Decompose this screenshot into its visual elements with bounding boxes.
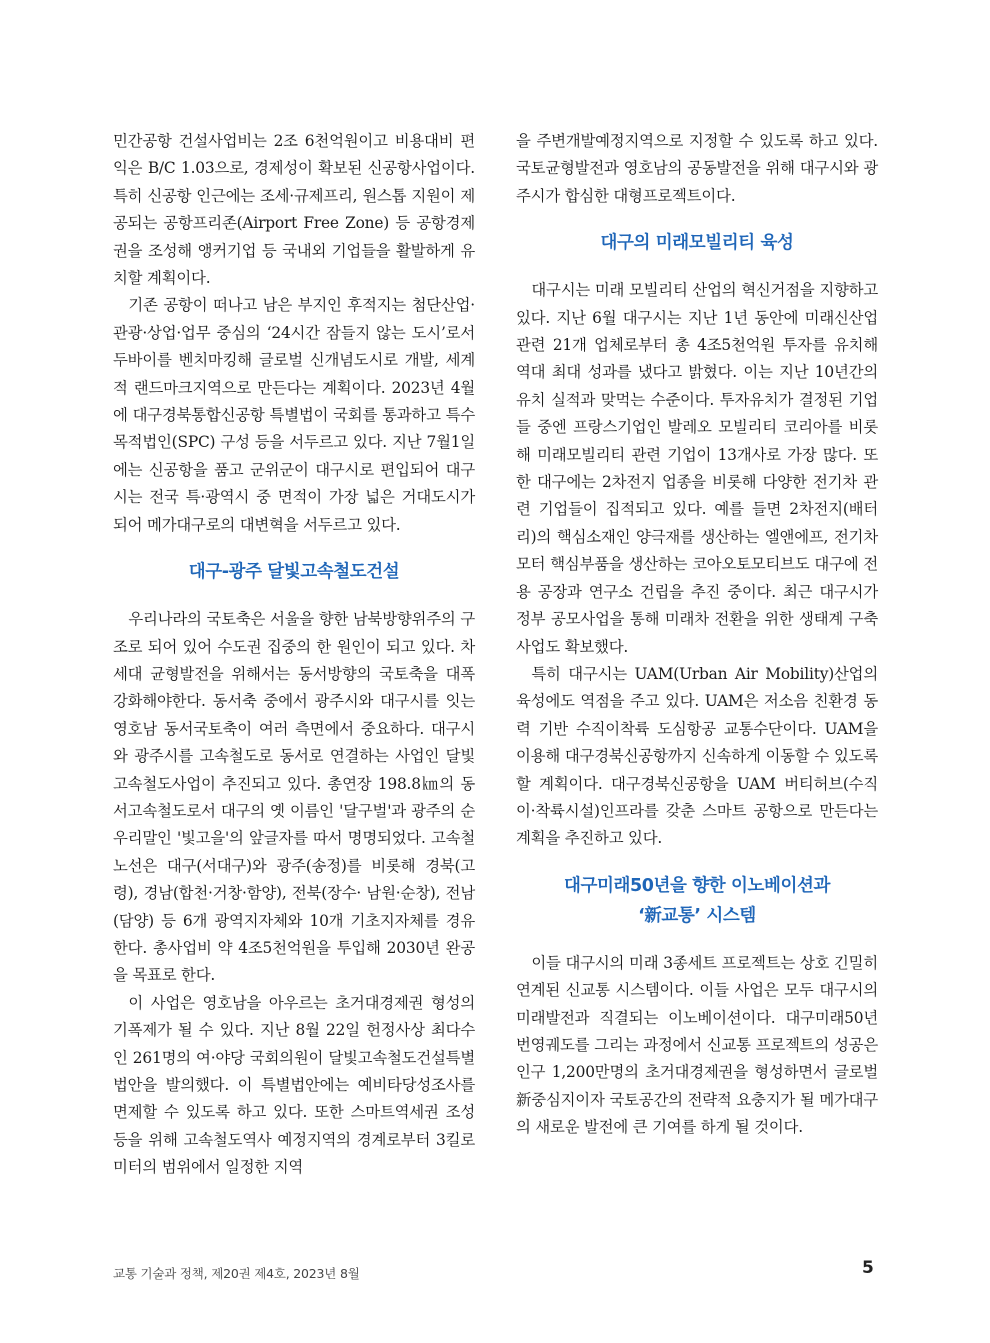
section-heading-innovation-line2: ‘新교통’ 시스템 [638, 905, 756, 926]
body-paragraph: 대구시는 미래 모빌리티 산업의 혁신거점을 지향하고 있다. 지난 6월 대구시는 지난 1년 동안에 미래신산업관련 21개 업체로부터 총 4조5천억원 투자를 유치해 역대 최대 성과를 냈다고 밝혔다. 이는 지난 10년간의 유치 실적과 맞먹는 수준이다. 투자유치가 결정된 기업들 중엔 프랑스기업인 발레오 모빌리티 코리아를 비롯해 미래모빌리티 관련 기업이 13개사로 가장 많다. 또한 대구에는 2차전지 업종을 비롯해 다양한 전기차 관련 기업들이 집적되고 있다. 예를 들면 2차전지(배터리)의 핵심소재인 양극재를 생산하는 엘앤에프, 전기차 모터 핵심부품을 생산하는 코아오토모티브도 대구에 전용 공장과 연구소 건립을 추진 중이다. 최근 대구시가 정부 공모사업을 통해 미래차 전환을 위한 생태계 구축 사업도 확보했다. [516, 281, 878, 656]
body-paragraph: 이들 대구시의 미래 3종세트 프로젝트는 상호 긴밀히 연계된 신교통 시스템이다. 이들 사업은 모두 대구시의 미래발전과 직결되는 이노베이션이다. 대구미래50년 번영궤도를 그리는 과정에서 신교통 프로젝트의 성공은 인구 1,200만명의 초거대경제권을 형성하면서 글로벌 新중심지이자 국토공간의 전략적 요충지가 될 메가대구의 새로운 발전에 큰 기여를 하게 될 것이다. [516, 953, 878, 1137]
section-heading-daegu-gwangju-railway: 대구-광주 달빛고속철도건설 [188, 562, 400, 583]
section-heading-wrap [113, 539, 475, 606]
right-column [516, 128, 878, 1142]
body-paragraph: 우리나라의 국토축은 서울을 향한 남북방향위주의 구조로 되어 있어 수도권 집중의 한 원인이 되고 있다. 차세대 균형발전을 위해서는 동서방향의 국토축을 대폭 강화해야한다. 동서축 중에서 광주시와 대구시를 잇는 영호남 동서국토축이 여러 측면에서 중요하다. 대구시와 광주시를 고속철도로 동서로 연결하는 사업인 달빛고속철도사업이 추진되고 있다. 총연장 198.8㎞의 동서고속철도로서 대구의 옛 이름인 '달구벌'과 광주의 순우리말인 '빛고을'의 앞글자를 따서 명명되었다. 고속철 노선은 대구(서대구)와 광주(송정)를 비롯해 경북(고령), 경남(합천·거창·함양), 전북(장수· 남원·순창), 전남(담양) 등 6개 광역지자체와 10개 기초지자체를 경유 한다. 총사업비 약 4조5천억원을 투입해 2030년 완공을 목표로 한다. [113, 610, 475, 985]
body-paragraph: 을 주변개발예정지역으로 지정할 수 있도록 하고 있다. 국토균형발전과 영호남의 공동발전을 위해 대구시와 광주시가 합심한 대형프로젝트이다. [516, 132, 878, 205]
footer-journal-info: 교통 기술과 정책, 제20권 제4호, 2023년 8월 [113, 1266, 360, 1281]
left-column [113, 128, 475, 1182]
section-heading-wrap [516, 210, 878, 277]
body-paragraph: 민간공항 건설사업비는 2조 6천억원이고 비용대비 편익은 B/C 1.03으로, 경제성이 확보된 신공항사업이다. 특히 신공항 인근에는 조세·규제프리, 원스톱 지원이 제공되는 공항프리존(Airport Free Zone) 등 공항경제권을 조성해 앵커기업 등 국내외 기업들을 활발하게 유치할 계획이다. [113, 132, 475, 288]
section-heading-future-mobility: 대구의 미래모빌리티 육성 [600, 233, 794, 254]
body-paragraph: 특히 대구시는 UAM(Urban Air Mobility)산업의 육성에도 역점을 주고 있다. UAM은 저소음 친환경 동력 기반 수직이착륙 도심항공 교통수단이다. UAM을 이용해 대구경북신공항까지 신속하게 이동할 수 있도록 할 계획이다. 대구경북신공항을 UAM 버티허브(수직 이·착륙시설)인프라를 갖춘 스마트 공항으로 만든다는 계획을 추진하고 있다. [516, 664, 878, 848]
body-paragraph: 이 사업은 영호남을 아우르는 초거대경제권 형성의 기폭제가 될 수 있다. 지난 8월 22일 헌정사상 최다수인 261명의 여·야당 국회의원이 달빛고속철도건설특별법안을 발의했다. 이 특별법안에는 예비타당성조사를 면제할 수 있도록 하고 있다. 또한 스마트역세권 조성 등을 위해 고속철도역사 예정지역의 경계로부터 3킬로미터의 범위에서 일정한 지역 [113, 993, 475, 1177]
section-heading-innovation-line1: 대구미래50년을 향한 이노베이션과 [563, 875, 830, 896]
section-heading-wrap [516, 853, 878, 950]
body-paragraph: 기존 공항이 떠나고 남은 부지인 후적지는 첨단산업·관광·상업·업무 중심의 ‘24시간 잠들지 않는 도시’로서 두바이를 벤치마킹해 글로벌 신개념도시로 개발, 세계적 랜드마크지역으로 만든다는 계획이다. 2023년 4월에 대구경북통합신공항 특별법이 국회를 통과하고 특수목적법인(SPC) 구성 등을 서두르고 있다. 지난 7월1일에는 신공항을 품고 군위군이 대구시로 편입되어 대구시는 전국 특·광역시 중 면적이 가장 넓은 거대도시가 되어 메가대구로의 대변혁을 서두르고 있다. [113, 296, 475, 534]
footer-page-number: 5 [862, 1258, 874, 1278]
